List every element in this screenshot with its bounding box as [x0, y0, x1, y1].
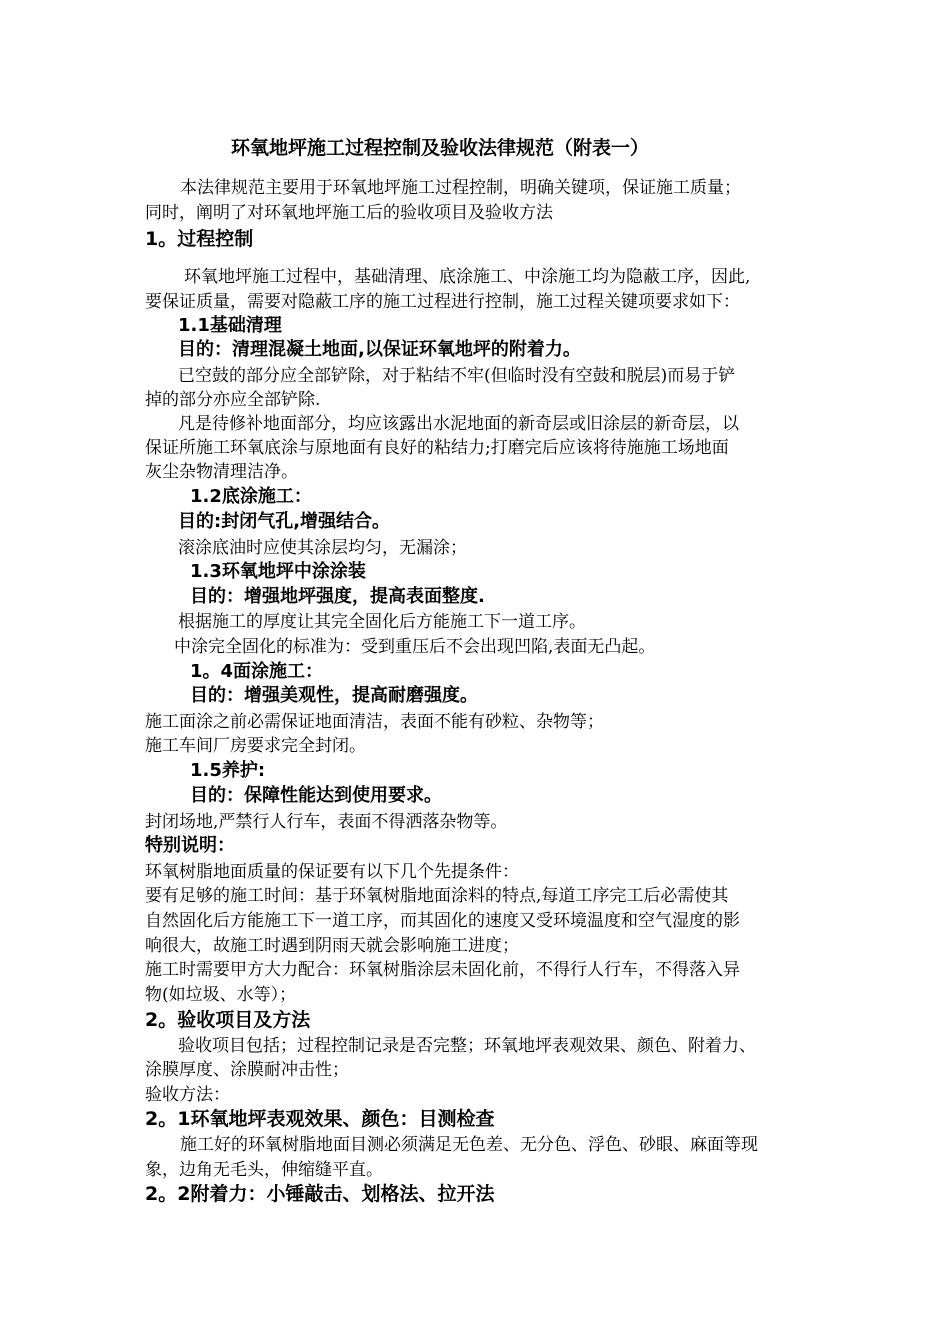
subsection-heading: 1。4面涂施工： — [190, 661, 324, 682]
paragraph-line: 中涂完全固化的标准为：受到重压后不会出现凹陷,表面无凸起。 — [174, 637, 656, 657]
subsection-heading: 1.1基础清理 — [178, 315, 282, 336]
subsection-heading: 1.3环氧地坪中涂涂装 — [190, 561, 366, 582]
intro-line: 同时，阐明了对环氧地坪施工后的验收项目及验收方法 — [145, 203, 553, 223]
document-title: 环氧地坪施工过程控制及验收法律规范（附表一） — [231, 137, 650, 159]
paragraph-line: 根据施工的厚度让其完全固化后方能施工下一道工序。 — [178, 612, 586, 632]
intro-line: 本法律规范主要用于环氧地坪施工过程控制，明确关键项，保证施工质量； — [180, 178, 741, 198]
paragraph-line: 施工面涂之前必需保证地面清洁，表面不能有砂粒、杂物等； — [145, 712, 604, 732]
paragraph-line: 要有足够的施工时间：基于环氧树脂地面涂料的特点,每道工序完工后必需使其 — [145, 886, 729, 906]
goal-text: 目的：增强地坪强度，提高表面整度. — [190, 586, 485, 607]
paragraph-line: 验收项目包括；过程控制记录是否完整；环氧地坪表观效果、颜色、附着力、 — [178, 1036, 756, 1056]
goal-text: 目的:封闭气孔,增强结合。 — [178, 511, 391, 532]
paragraph-line: 灰尘杂物清理洁净。 — [145, 462, 298, 482]
paragraph-line: 涂膜厚度、涂膜耐冲击性； — [145, 1060, 349, 1080]
section-heading: 2。验收项目及方法 — [145, 1009, 311, 1031]
paragraph-line: 验收方法： — [145, 1085, 230, 1105]
subsection-heading: 1.2底涂施工： — [190, 486, 312, 507]
paragraph-line: 施工时需要甲方大力配合：环氧树脂涂层未固化前，不得行人行车，不得落入异 — [145, 960, 740, 980]
section-heading: 1。过程控制 — [145, 228, 254, 250]
paragraph-line: 凡是待修补地面部分，均应该露出水泥地面的新奇层或旧涂层的新奇层，以 — [178, 414, 739, 434]
paragraph-line: 象，边角无毛头，伸缩缝平直。 — [145, 1160, 383, 1180]
paragraph-line: 环氧树脂地面质量的保证要有以下几个先提条件： — [145, 862, 519, 882]
paragraph-line: 施工好的环氧树脂地面目测必须满足无色差、无分色、浮色、砂眼、麻面等现 — [180, 1135, 758, 1155]
paragraph-line: 物(如垃圾、水等）； — [145, 985, 297, 1005]
paragraph-line: 环氧地坪施工过程中，基础清理、底涂施工、中涂施工均为隐蔽工序，因此, — [184, 267, 751, 287]
paragraph-line: 施工车间厂房要求完全封闭。 — [145, 736, 366, 756]
goal-text: 目的：保障性能达到使用要求。 — [190, 785, 442, 806]
paragraph-line: 要保证质量，需要对隐蔽工序的施工过程进行控制，施工过程关键项要求如下： — [145, 292, 740, 312]
paragraph-line: 保证所施工环氧底涂与原地面有良好的粘结力;打磨完后应该将待施施工场地面 — [145, 438, 729, 458]
paragraph-line: 滚涂底油时应使其涂层均匀，无漏涂； — [178, 538, 467, 558]
paragraph-line: 响很大，故施工时遇到阴雨天就会影响施工进度； — [145, 936, 519, 956]
subsection-heading: 1.5养护: — [190, 760, 266, 781]
goal-text: 目的：清理混凝土地面,以保证环氧地坪的附着力。 — [178, 339, 581, 360]
subsection-heading: 2。1环氧地坪表观效果、颜色：目测检查 — [145, 1108, 495, 1130]
paragraph-line: 封闭场地,严禁行人行车，表面不得洒落杂物等。 — [145, 812, 508, 832]
goal-text: 目的：增强美观性，提高耐磨强度。 — [190, 685, 478, 706]
paragraph-line: 已空鼓的部分应全部铲除，对于粘结不牢(但临时没有空鼓和脱层)而易于铲 — [178, 366, 736, 386]
paragraph-line: 自然固化后方能施工下一道工序，而其固化的速度又受环境温度和空气湿度的影 — [145, 911, 740, 931]
subsection-heading: 2。2附着力：小锤敲击、划格法、拉开法 — [145, 1183, 495, 1205]
paragraph-line: 掉的部分亦应全部铲除. — [145, 390, 321, 410]
special-note-heading: 特别说明： — [145, 835, 235, 856]
